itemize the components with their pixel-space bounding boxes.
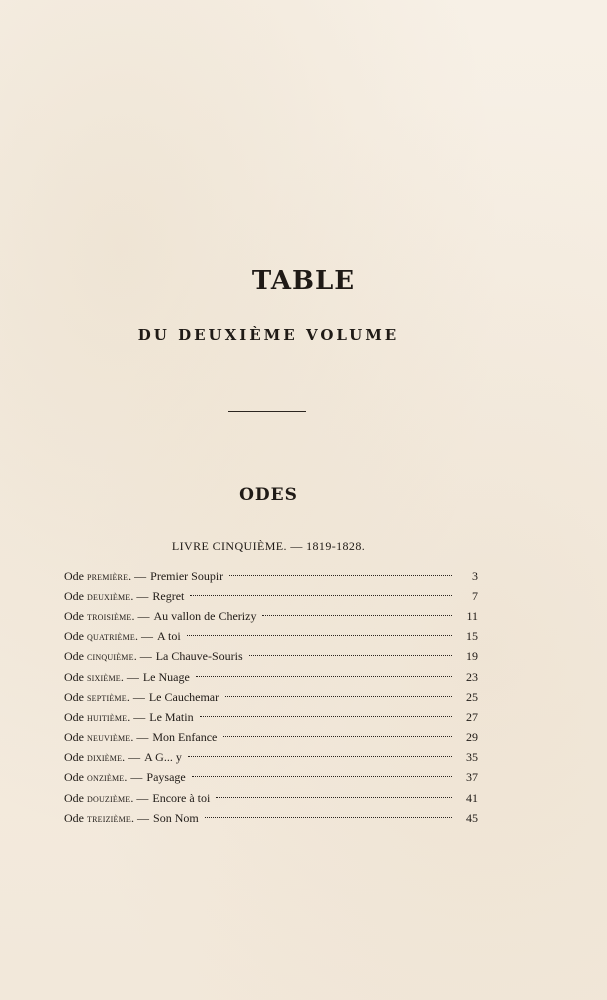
entry-rank: sixième (87, 669, 121, 684)
dot-leader (205, 817, 452, 818)
toc-entry-2 (64, 586, 478, 606)
entry-page-number: 11 (466, 608, 478, 623)
entry-title: Le Matin (149, 709, 194, 724)
entry-page-number: 25 (466, 689, 478, 704)
toc-entry-1 (64, 566, 478, 586)
entry-separator: . — (130, 790, 149, 805)
entry-separator: . — (126, 689, 145, 704)
entry-page-number: 23 (466, 669, 478, 684)
entry-page-number: 15 (466, 629, 478, 644)
entry-separator: . — (128, 568, 147, 583)
entry-rank: dixième (87, 750, 123, 765)
entry-rank: première (87, 568, 129, 583)
entry-label: Ode (64, 790, 84, 805)
entry-separator: . — (133, 649, 152, 664)
dot-leader (249, 655, 452, 656)
toc-entry-10 (64, 748, 478, 768)
toc-entry-3 (64, 606, 478, 626)
toc-entry-7 (64, 687, 478, 707)
entry-rank: huitième (87, 709, 128, 724)
page-title: TABLE (251, 266, 356, 296)
entry-page-number: 7 (472, 588, 478, 603)
entry-title: Le Nuage (142, 669, 190, 684)
entry-rank: troisième (87, 608, 132, 623)
entry-page-number: 3 (472, 568, 478, 583)
entry-title: Regret (152, 588, 185, 603)
entry-separator: . — (135, 629, 154, 644)
toc-entry-11 (64, 768, 478, 788)
section-title: ODES (239, 485, 298, 505)
entry-label: Ode (64, 730, 84, 745)
entry-rank: septième (87, 689, 127, 704)
entry-label: Ode (64, 689, 84, 704)
entry-rank: neuvième (87, 730, 131, 745)
entry-title: Son Nom (153, 810, 199, 825)
entry-label: Ode (64, 770, 84, 785)
entry-label: Ode (64, 588, 84, 603)
entry-rank: deuxième (87, 588, 131, 603)
entry-label: Ode (64, 669, 84, 684)
toc-entry-9 (64, 728, 478, 748)
section-subtitle: LIVRE CINQUIÈME. — 1819-1828. (171, 539, 366, 553)
entry-title: Premier Soupir (150, 568, 224, 583)
entry-title: Au vallon de Cherizy (153, 608, 257, 623)
entry-label: Ode (64, 810, 84, 825)
toc-entry-4 (64, 627, 478, 647)
entry-separator: . — (120, 669, 139, 684)
dot-leader (229, 575, 452, 576)
entry-rank: treizième (87, 810, 132, 825)
entry-title: Mon Enfance (152, 730, 218, 745)
entry-title: Encore à toi (152, 790, 211, 805)
entry-separator: . — (130, 588, 149, 603)
dot-leader (190, 595, 452, 596)
page-subtitle: DU DEUXIÈME VOLUME (137, 326, 400, 344)
entry-page-number: 41 (466, 790, 478, 805)
dot-leader (188, 756, 452, 757)
entry-page-number: 27 (466, 709, 478, 724)
entry-title: Le Cauchemar (148, 689, 220, 704)
entry-title: La Chauve-Souris (155, 649, 243, 664)
toc-entry-5 (64, 647, 478, 667)
dot-leader (262, 615, 452, 616)
entry-rank: douzième (87, 790, 131, 805)
entry-label: Ode (64, 709, 84, 724)
dot-leader (225, 696, 452, 697)
toc-entry-8 (64, 707, 478, 727)
dot-leader (196, 676, 452, 677)
entry-page-number: 37 (466, 770, 478, 785)
dot-leader (223, 736, 452, 737)
entry-label: Ode (64, 608, 84, 623)
entry-page-number: 29 (466, 730, 478, 745)
toc-entry-6 (64, 667, 478, 687)
table-of-contents (64, 566, 478, 828)
dot-leader (216, 797, 452, 798)
entry-page-number: 19 (466, 649, 478, 664)
entry-separator: . — (131, 810, 150, 825)
section-divider (228, 411, 306, 412)
entry-title: Paysage (146, 770, 186, 785)
entry-rank: onzième (87, 770, 125, 785)
entry-title: A toi (157, 629, 181, 644)
entry-rank: quatrième (87, 629, 136, 644)
toc-entry-12 (64, 788, 478, 808)
entry-page-number: 45 (466, 810, 478, 825)
entry-label: Ode (64, 649, 84, 664)
dot-leader (192, 776, 452, 777)
entry-separator: . — (122, 750, 141, 765)
entry-title: A G... y (144, 750, 182, 765)
toc-entry-13 (64, 808, 478, 828)
entry-page-number: 35 (466, 750, 478, 765)
entry-separator: . — (131, 608, 150, 623)
entry-separator: . — (127, 709, 146, 724)
dot-leader (187, 635, 452, 636)
entry-label: Ode (64, 568, 84, 583)
dot-leader (200, 716, 452, 717)
entry-label: Ode (64, 629, 84, 644)
entry-rank: cinquième (87, 649, 134, 664)
entry-separator: . — (130, 730, 149, 745)
entry-separator: . — (124, 770, 143, 785)
entry-label: Ode (64, 750, 84, 765)
